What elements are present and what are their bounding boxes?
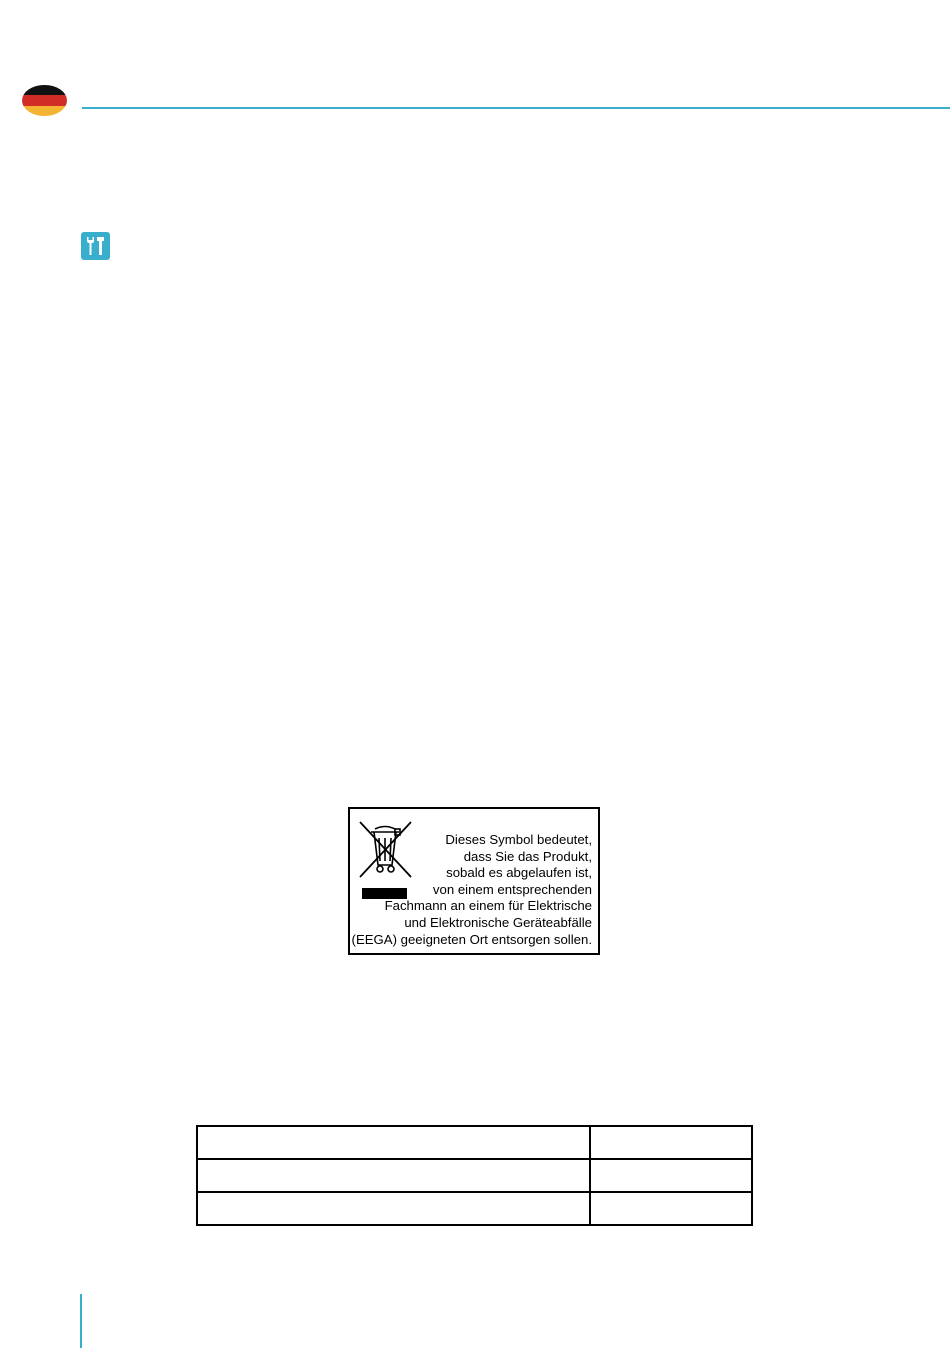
- table-row: [197, 1126, 752, 1159]
- data-table: [196, 1125, 753, 1226]
- table-cell: [590, 1159, 752, 1192]
- weee-line: (EEGA) geeigneten Ort entsorgen sollen.: [351, 931, 592, 947]
- weee-line: Fachmann an einem für Elektrische: [384, 898, 592, 914]
- wrench-screwdriver-icon: [81, 232, 110, 260]
- table-cell: [197, 1159, 590, 1192]
- weee-line: von einem entsprechenden: [432, 881, 592, 897]
- table-cell: [197, 1126, 590, 1159]
- germany-flag-icon: [22, 85, 67, 116]
- table-cell: [590, 1192, 752, 1225]
- weee-line: dass Sie das Produkt,: [463, 848, 592, 864]
- flag-stripe-red: [22, 95, 67, 105]
- weee-notice-text: [346, 832, 592, 948]
- weee-disposal-notice: [348, 807, 600, 955]
- header-rule: [82, 107, 950, 109]
- table-row: [197, 1192, 752, 1225]
- footer-rule: [80, 1294, 82, 1348]
- flag-stripe-gold: [22, 106, 67, 116]
- flag-stripe-black: [22, 85, 67, 95]
- weee-line: Dieses Symbol bedeutet,: [445, 832, 592, 847]
- weee-line: sobald es abgelaufen ist,: [446, 865, 592, 881]
- weee-line: und Elektronische Geräteabfälle: [404, 914, 592, 930]
- table-cell: [197, 1192, 590, 1225]
- table-cell: [590, 1126, 752, 1159]
- table-row: [197, 1159, 752, 1192]
